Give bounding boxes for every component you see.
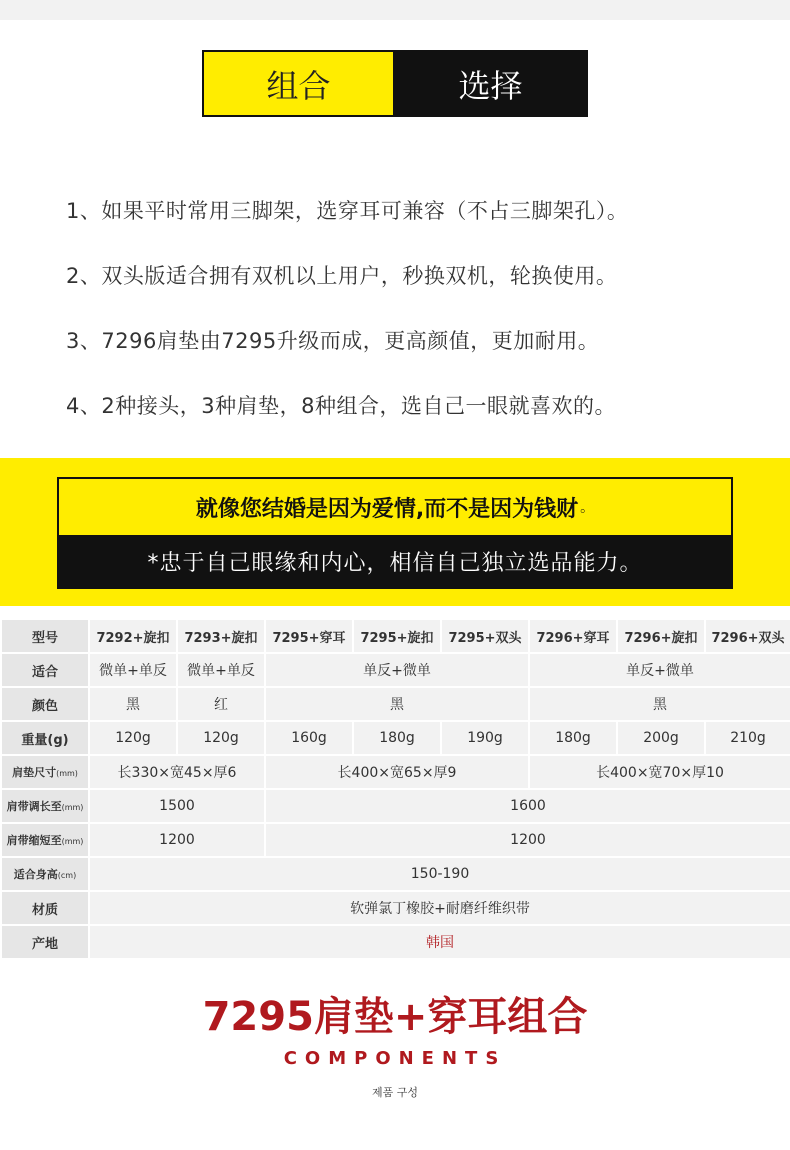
- feature-point-3: 3、7296肩垫由7295升级而成，更高颜值，更加耐用。: [66, 329, 600, 353]
- strap-min-cell: 1200: [266, 824, 790, 856]
- slogan-box: [57, 477, 733, 589]
- table-row-color: [2, 688, 790, 720]
- origin-cell: 韩国: [90, 926, 790, 958]
- feature-point-4: 4、2种接头，3种肩垫，8种组合，选自己一眼就喜欢的。: [66, 394, 616, 418]
- pad-size-cell: 长400×宽70×厚10: [530, 756, 790, 788]
- pad-size-unit: (mm): [56, 769, 78, 778]
- suit-cell: 微单+单反: [178, 654, 264, 686]
- height-cell: 150-190: [90, 858, 790, 890]
- row-header-pad-size: [2, 756, 88, 788]
- table-row-strap-min: [2, 824, 790, 856]
- strap-min-unit: (mm): [61, 837, 84, 846]
- row-header-origin: 产地: [2, 926, 88, 958]
- height-label: 适合身高: [13, 868, 58, 881]
- table-row-pad-size: [2, 756, 790, 788]
- weight-cell: 190g: [442, 722, 528, 754]
- product-title: 7295肩垫+穿耳组合: [202, 994, 588, 1040]
- model-cell: 7293+旋扣: [178, 620, 264, 652]
- row-header-height: [2, 858, 88, 890]
- strap-max-unit: (mm): [61, 803, 84, 812]
- table-row-strap-max: [2, 790, 790, 822]
- slogan-section: [0, 458, 790, 606]
- strap-max-label: 肩带调长至: [6, 800, 62, 813]
- top-band: [0, 0, 790, 20]
- weight-cell: 180g: [354, 722, 440, 754]
- weight-unit: (g): [47, 732, 69, 748]
- korean-caption: 제품 구성: [371, 1086, 418, 1099]
- color-cell: 红: [178, 688, 264, 720]
- strap-max-cell: 1600: [266, 790, 790, 822]
- color-cell: 黑: [266, 688, 528, 720]
- pad-size-cell: 长400×宽65×厚9: [266, 756, 528, 788]
- spec-table: [0, 618, 790, 960]
- row-header-color: 颜色: [2, 688, 88, 720]
- weight-cell: 180g: [530, 722, 616, 754]
- strap-min-cell: 1200: [90, 824, 264, 856]
- section-header: [202, 50, 588, 117]
- model-cell: 7296+双头: [706, 620, 790, 652]
- model-cell: 7295+双头: [442, 620, 528, 652]
- header-left-label: 组合: [204, 52, 395, 115]
- row-header-suit: 适合: [2, 654, 88, 686]
- model-cell: 7295+旋扣: [354, 620, 440, 652]
- strap-min-label: 肩带缩短至: [6, 834, 62, 847]
- header-right-label: 选择: [395, 52, 586, 115]
- row-header-strap-max: [2, 790, 88, 822]
- feature-point-2: 2、双头版适合拥有双机以上用户，秒换双机，轮换使用。: [66, 264, 618, 288]
- pad-size-label: 肩垫尺寸: [12, 766, 57, 779]
- table-row-model: [2, 620, 790, 652]
- material-cell: 软弹氯丁橡胶+耐磨纤维织带: [90, 892, 790, 924]
- weight-cell: 120g: [90, 722, 176, 754]
- model-cell: 7292+旋扣: [90, 620, 176, 652]
- model-cell: 7295+穿耳: [266, 620, 352, 652]
- strap-max-cell: 1500: [90, 790, 264, 822]
- weight-cell: 200g: [618, 722, 704, 754]
- weight-cell: 120g: [178, 722, 264, 754]
- suit-cell: 单反+微单: [530, 654, 790, 686]
- color-cell: 黑: [530, 688, 790, 720]
- slogan-line-1-end: 。: [580, 500, 595, 516]
- color-cell: 黑: [90, 688, 176, 720]
- row-header-strap-min: [2, 824, 88, 856]
- height-unit: (cm): [57, 871, 77, 880]
- row-header-material: 材质: [2, 892, 88, 924]
- feature-point-1: 1、如果平时常用三脚架，选穿耳可兼容（不占三脚架孔）。: [66, 199, 629, 223]
- table-row-weight: [2, 722, 790, 754]
- model-cell: 7296+穿耳: [530, 620, 616, 652]
- model-cell: 7296+旋扣: [618, 620, 704, 652]
- weight-label: 重量: [21, 732, 48, 748]
- table-row-suit: [2, 654, 790, 686]
- components-subtitle: COMPONENTS: [283, 1048, 507, 1069]
- table-row-material: [2, 892, 790, 924]
- suit-cell: 单反+微单: [266, 654, 528, 686]
- weight-cell: 210g: [706, 722, 790, 754]
- row-header-model: 型号: [2, 620, 88, 652]
- slogan-line-1-text: 就像您结婚是因为爱情,而不是因为钱财: [195, 496, 579, 522]
- table-row-height: [2, 858, 790, 890]
- weight-cell: 160g: [266, 722, 352, 754]
- pad-size-cell: 长330×宽45×厚6: [90, 756, 264, 788]
- table-row-origin: [2, 926, 790, 958]
- suit-cell: 微单+单反: [90, 654, 176, 686]
- slogan-line-1: [59, 479, 731, 535]
- row-header-weight: [2, 722, 88, 754]
- slogan-line-2: *忠于自己眼缘和内心，相信自己独立选品能力。: [59, 535, 731, 587]
